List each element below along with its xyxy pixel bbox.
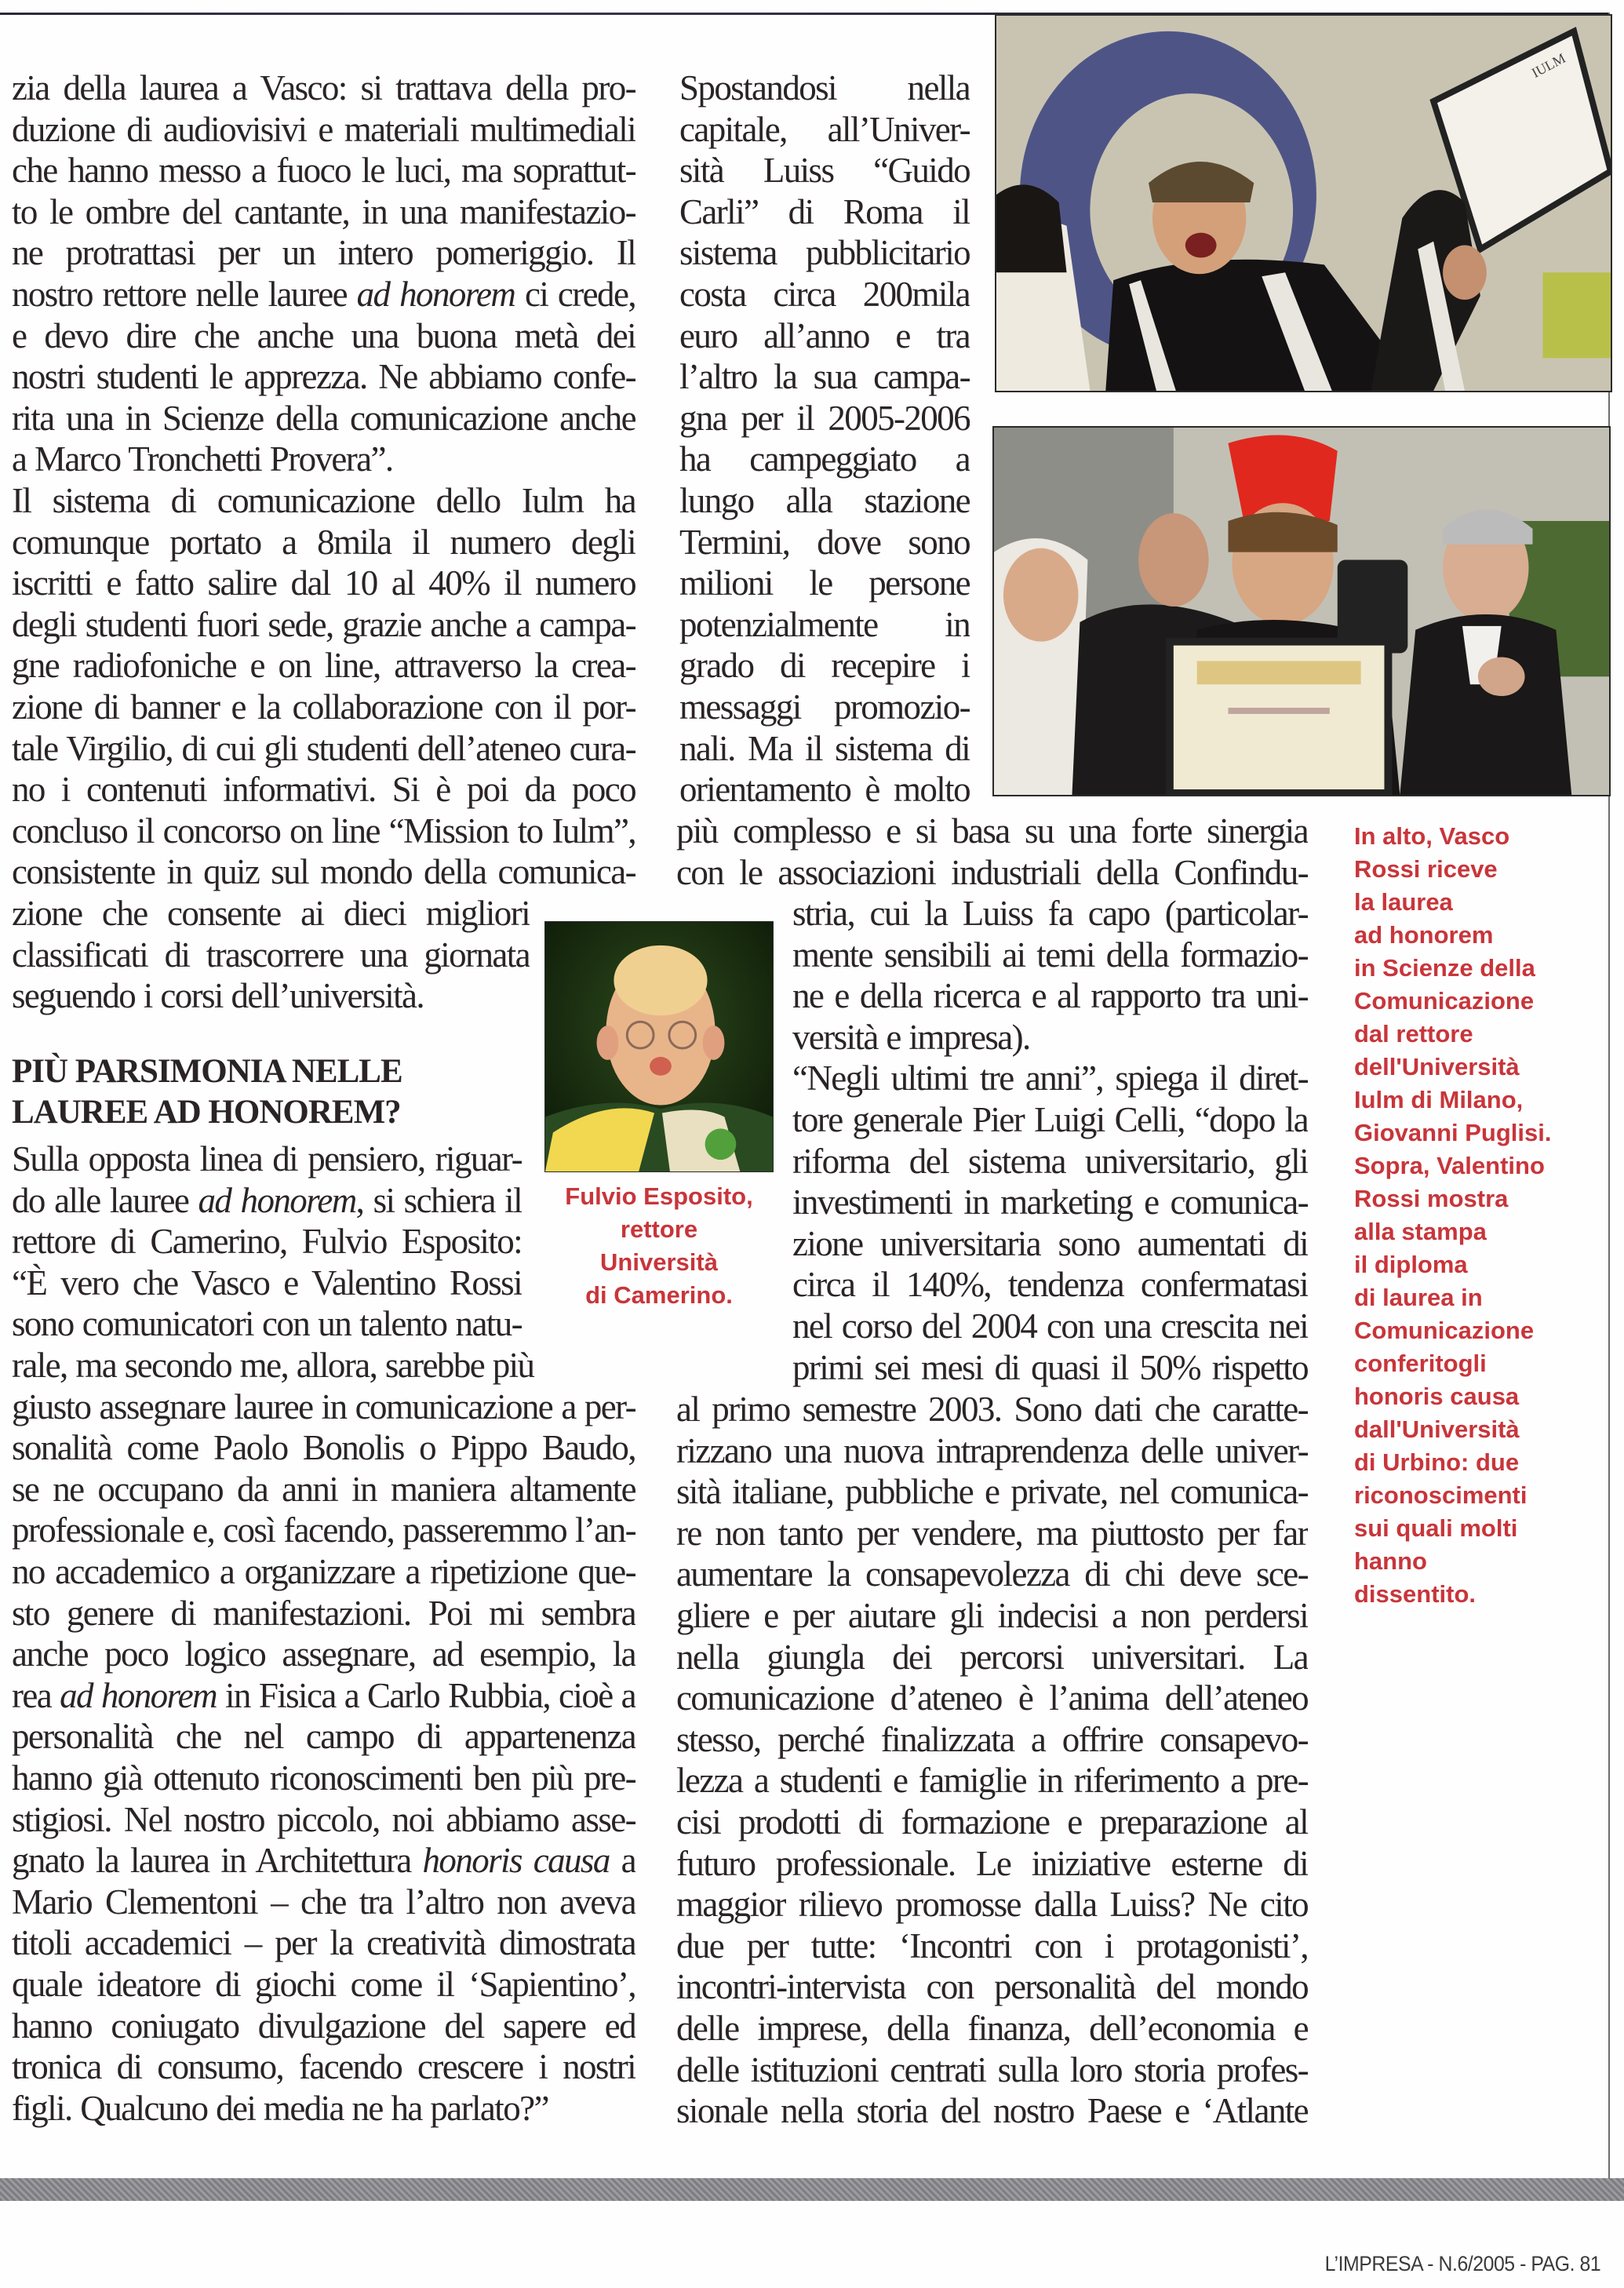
text-line: Spostandosi nella	[679, 68, 970, 107]
text-line: zione universitaria sono aumentati di	[792, 1223, 1308, 1263]
text-line: duzione di audiovisivi e materiali multimediali	[12, 109, 635, 149]
text-line: gna per il 2005-2006	[679, 398, 970, 438]
text-line: euro all’anno e tra	[679, 315, 970, 355]
text-line: nostri studenti le apprezza. Ne abbiamo confe-	[12, 357, 635, 397]
text-line: ne protrattasi per un intero pomeriggio. Il	[12, 233, 635, 273]
caption-line: Fulvio Esposito,	[565, 1182, 753, 1210]
text-line: no accademico a organizzare a ripetizione que-	[12, 1552, 635, 1591]
text-line: futuro professionale. Le iniziative esterne di	[676, 1843, 1308, 1883]
text-line: costa circa 200mila	[679, 275, 970, 314]
text-line: personalità che nel campo di appartenenza	[12, 1717, 635, 1757]
caption-line: ad honorem	[1354, 921, 1494, 949]
page-footer: L’IMPRESA - N.6/2005 - PAG. 81	[1324, 2252, 1600, 2275]
text-line: al primo semestre 2003. Sono dati che caratte-	[676, 1390, 1308, 1429]
text-line: sono comunicatori con un talento natu-	[12, 1304, 522, 1344]
text-line: tronica di consumo, facendo crescere i nostri	[12, 2047, 635, 2087]
text-line: capitale, all’Univer-	[679, 109, 970, 149]
caption-line: In alto, Vasco	[1354, 822, 1510, 850]
text-segment: nostro rettore nelle lauree	[12, 275, 357, 314]
text-line: nali. Ma il sistema di	[679, 728, 970, 768]
text-line: zione che consente ai dieci migliori	[12, 894, 530, 933]
caption-line: Comunicazione	[1354, 1317, 1535, 1344]
text-line: sità italiane, pubbliche e private, nel comunica-	[676, 1472, 1308, 1512]
text-segment: ci crede,	[515, 275, 635, 314]
caption-line: alla stampa	[1354, 1218, 1487, 1245]
photo-fulvio-esposito	[544, 921, 774, 1172]
text-line: quale ideatore di giochi come il ‘Sapientino’,	[12, 1965, 635, 2004]
caption-line: rettore	[620, 1215, 698, 1243]
text-line: stria, cui la Luiss fa capo (particolar-	[792, 894, 1308, 933]
text-line: primi sei mesi di quasi il 50% rispetto	[792, 1347, 1308, 1387]
text-line: lungo alla stazione	[679, 481, 970, 520]
caption-line: il diploma	[1354, 1251, 1468, 1278]
text-line: incontri-intervista con personalità del mondo	[676, 1967, 1308, 2007]
text-line: più complesso e si basa su una forte sinergia	[676, 811, 1308, 851]
caption-line: Iulm di Milano,	[1354, 1086, 1524, 1113]
text-line: Il sistema di comunicazione dello Iulm ha	[12, 481, 635, 520]
text-line	[12, 1675, 635, 1716]
text-line: orientamento è molto	[679, 770, 970, 810]
text-line: hanno già ottenuto riconoscimenti ben più pre-	[12, 1758, 635, 1798]
italic-phrase: ad honorem	[356, 275, 515, 314]
caption-line: riconoscimenti	[1354, 1481, 1528, 1509]
text-line: “È vero che Vasco e Valentino Rossi	[12, 1262, 522, 1302]
caption-line: conferitogli	[1354, 1350, 1487, 1377]
text-line: concluso il concorso on line “Mission to Iulm”,	[12, 811, 635, 851]
caption-fulvio-esposito	[541, 1180, 777, 1312]
text-line: delle istituzioni centrati sulla loro storia profes-	[676, 2049, 1308, 2089]
caption-line: in Scienze della	[1354, 954, 1535, 982]
caption-line: sui quali molti	[1354, 1514, 1518, 1542]
text-line: re non tanto per vendere, ma piuttosto per far	[676, 1513, 1308, 1553]
text-line: rita una in Scienze della comunicazione anche	[12, 398, 635, 438]
text-line: grado di recepire i	[679, 646, 970, 686]
text-line: rale, ma secondo me, allora, sarebbe più	[12, 1346, 534, 1385]
text-line: rettore di Camerino, Fulvio Esposito:	[12, 1222, 522, 1262]
text-line: l’altro la sua campa-	[679, 357, 970, 397]
caption-line: Comunicazione	[1354, 987, 1535, 1015]
text-line: tore generale Pier Luigi Celli, “dopo la	[792, 1100, 1308, 1139]
caption-line: dal rettore	[1354, 1020, 1473, 1047]
text-line: stesso, perché finalizzata a offrire consapevo-	[676, 1719, 1308, 1759]
footer-bar	[0, 2178, 1624, 2201]
text-line: investimenti in marketing e comunica-	[792, 1182, 1308, 1222]
text-line: no i contenuti informativi. Si è poi da poco	[12, 770, 635, 810]
text-line	[12, 1840, 635, 1881]
text-line: messaggi promozio-	[679, 687, 970, 727]
section-heading-line: PIÙ PARSIMONIA NELLE	[12, 1053, 402, 1090]
text-line: rizzano una nuova intraprendenza delle univer-	[676, 1430, 1308, 1470]
text-line: sonalità come Paolo Bonolis o Pippo Baudo,	[12, 1428, 635, 1468]
text-line: se ne occupano da anni in maniera altamente	[12, 1469, 635, 1509]
diploma-iulm-text: IULM	[1528, 49, 1568, 81]
italic-phrase: honoris causa	[422, 1841, 610, 1881]
text-line: gne radiofoniche e on line, attraverso la crea-	[12, 646, 635, 686]
text-line: a Marco Tronchetti Provera”.	[12, 439, 393, 479]
text-line: sità Luiss “Guido	[679, 151, 970, 191]
text-segment: rea	[12, 1675, 60, 1715]
text-line: aumentare la consapevolezza di chi deve sce-	[676, 1554, 1308, 1594]
text-line: riforma del sistema universitario, gli	[792, 1141, 1308, 1181]
text-line: milioni le persone	[679, 563, 970, 603]
text-line: Termini, dove sono	[679, 522, 970, 562]
section-heading-line: LAUREE AD HONOREM?	[12, 1094, 401, 1131]
text-line: ha campeggiato a	[679, 439, 970, 479]
caption-line: Rossi riceve	[1354, 855, 1498, 883]
text-line: che hanno messo a fuoco le luci, ma soprattut-	[12, 151, 635, 191]
text-line: seguendo i corsi dell’università.	[12, 976, 424, 1016]
caption-line: Università	[600, 1248, 718, 1276]
text-line: classificati di trascorrere una giornata	[12, 935, 530, 975]
text-line: comunque portato a 8mila il numero degli	[12, 522, 635, 562]
text-line	[12, 1180, 522, 1221]
photo-vasco-image	[996, 16, 1611, 391]
caption-line: honoris causa	[1354, 1383, 1520, 1410]
caption-line: di laurea in	[1354, 1284, 1483, 1311]
caption-line: dall'Università	[1354, 1415, 1520, 1443]
text-line: Mario Clementoni – che tra l’altro non aveva	[12, 1882, 635, 1922]
text-line: delle imprese, della finanza, dell’economia e	[676, 2009, 1308, 2048]
italic-phrase: ad honorem	[60, 1675, 217, 1715]
caption-line: dissentito.	[1354, 1580, 1477, 1608]
text-line: titoli accademici – per la creatività dimostrata	[12, 1923, 635, 1963]
text-line: degli studenti fuori sede, grazie anche a campa-	[12, 604, 635, 644]
text-line: giusto assegnare lauree in comunicazione a per-	[12, 1386, 635, 1426]
text-line: ne e della ricerca e al rapporto tra uni-	[792, 976, 1308, 1016]
italic-phrase: ad honorem	[198, 1180, 356, 1220]
text-segment: gnato la laurea in Architettura	[12, 1841, 423, 1881]
text-line: nella giungla dei percorsi universitari. La	[676, 1637, 1308, 1677]
text-line: figli. Qualcuno dei media ne ha parlato?”	[12, 2088, 548, 2128]
text-segment: in Fisica a Carlo Rubbia, cioè a	[217, 1675, 635, 1715]
caption-line: di Urbino: due	[1354, 1448, 1520, 1476]
text-line: tale Virgilio, di cui gli studenti dell’ateneo cura-	[12, 728, 635, 768]
text-line: versità e impresa).	[792, 1017, 1030, 1057]
text-line: anche poco logico assegnare, ad esempio, la	[12, 1634, 635, 1674]
text-line: lezza a studenti e famiglie in riferimento a pre-	[676, 1761, 1308, 1801]
caption-line: Giovanni Puglisi.	[1354, 1119, 1552, 1146]
caption-line: dell'Università	[1354, 1053, 1520, 1080]
text-line	[12, 274, 635, 315]
text-line: Carli” di Roma il	[679, 191, 970, 231]
text-line: hanno coniugato divulgazione del sapere ed	[12, 2006, 635, 2046]
caption-line: hanno	[1354, 1547, 1427, 1575]
caption-line: Rossi mostra	[1354, 1185, 1509, 1212]
caption-line: di Camerino.	[585, 1281, 733, 1309]
text-line: nel corso del 2004 con una crescita nei	[792, 1306, 1308, 1346]
text-line: sto genere di manifestazioni. Poi mi sembra	[12, 1593, 635, 1633]
photo-valentino-image	[994, 428, 1609, 795]
text-line: cisi prodotti di formazione e preparazione al	[676, 1802, 1308, 1842]
text-segment: a	[609, 1841, 635, 1881]
text-segment: , si schiera il	[355, 1180, 522, 1220]
text-line: consistente in quiz sul mondo della comunica-	[12, 852, 635, 892]
photo-valentino-rossi	[992, 426, 1611, 796]
text-line: sistema pubblicitario	[679, 233, 970, 273]
text-line: professionale e, così facendo, passeremmo l’an-	[12, 1510, 635, 1550]
photo-vasco-rossi	[995, 14, 1612, 392]
text-line: potenzialmente in	[679, 604, 970, 644]
text-line: iscritti e fatto salire dal 10 al 40% il numero	[12, 563, 635, 603]
photo-esposito-image	[545, 922, 773, 1171]
text-segment: do alle lauree	[12, 1180, 198, 1220]
caption-photos	[1354, 820, 1551, 1611]
caption-line: la laurea	[1354, 888, 1453, 916]
text-line: maggior rilievo promosse dalla Luiss? Ne cito	[676, 1885, 1308, 1925]
text-line: zia della laurea a Vasco: si trattava della pro-	[12, 68, 635, 107]
text-line: zione di banner e la collaborazione con il por-	[12, 687, 635, 727]
text-line: Sulla opposta linea di pensiero, riguar-	[12, 1139, 522, 1179]
text-line: sionale nella storia del nostro Paese e ‘Atlante	[676, 2091, 1308, 2131]
text-line: “Negli ultimi tre anni”, spiega il diret-	[792, 1058, 1308, 1098]
caption-line: Sopra, Valentino	[1354, 1152, 1545, 1179]
text-line: to le ombre del cantante, in una manifestazio-	[12, 191, 635, 231]
text-line: due per tutte: ‘Incontri con i protagonisti’,	[676, 1925, 1308, 1966]
text-line: e devo dire che anche una buona metà dei	[12, 315, 635, 355]
text-line: gliere e per aiutare gli indecisi a non perdersi	[676, 1596, 1308, 1635]
text-line: con le associazioni industriali della Confindu-	[676, 852, 1308, 892]
text-line: mente sensibili ai temi della formazio-	[792, 935, 1308, 975]
text-line: stigiosi. Nel nostro piccolo, noi abbiamo asse-	[12, 1799, 635, 1839]
text-line: comunicazione d’ateneo è l’anima dell’ateneo	[676, 1678, 1308, 1718]
text-line: circa il 140%, tendenza confermatasi	[792, 1265, 1308, 1305]
